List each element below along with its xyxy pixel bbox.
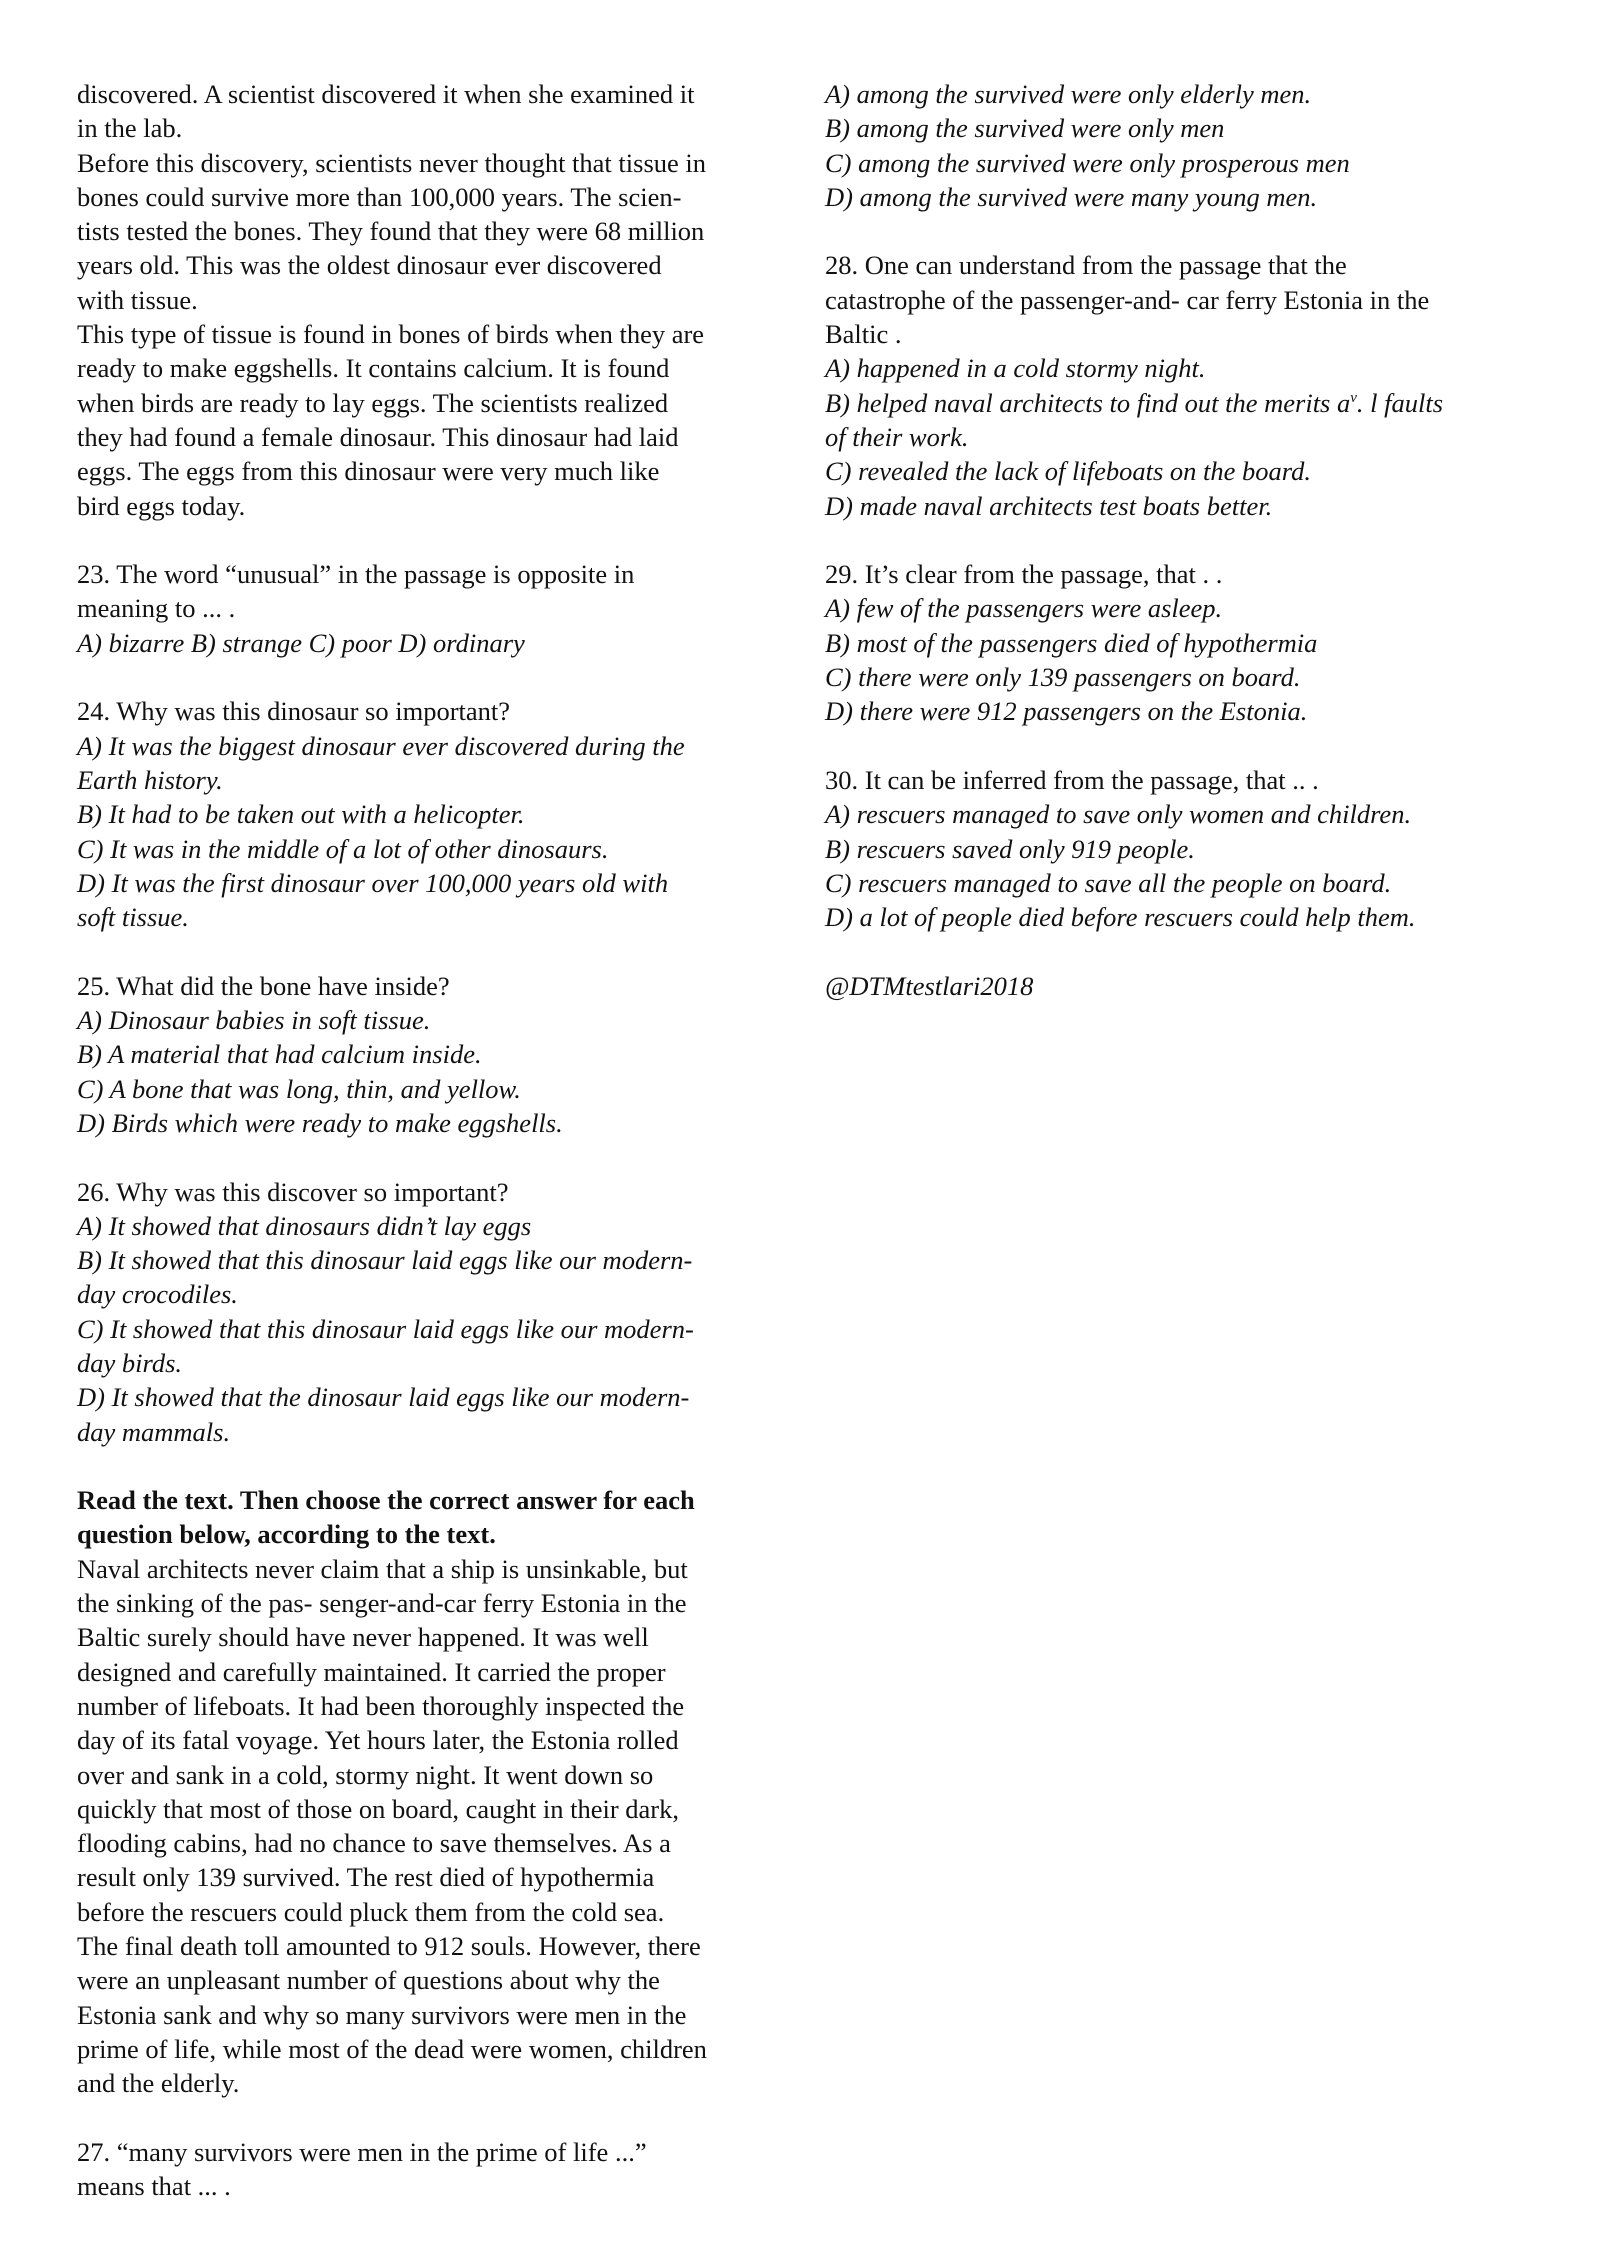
text-line: This type of tissue is found in bones of birds when they are <box>77 319 705 350</box>
left-column <box>77 77 792 2203</box>
text-line: bird eggs today. <box>77 490 246 521</box>
answer-option: B) It had to be taken out with a helicopter. <box>77 799 525 830</box>
answer-option: A) among the survived were only elderly men. <box>825 79 1312 109</box>
answer-option: C) It showed that this dinosaur laid eggs like our modern- <box>77 1313 694 1344</box>
answer-options: A) bizarre B) strange C) poor D) ordinary <box>77 627 525 658</box>
question-stem: 23. The word “unusual” in the passage is opposite in <box>77 559 635 590</box>
channel-handle: @DTMtestlari2018 <box>825 970 1034 1001</box>
question-stem: 24. Why was this dinosaur so important? <box>77 696 511 727</box>
answer-option: of their work. <box>825 421 969 452</box>
answer-option: D) made naval architects test boats better. <box>825 490 1273 521</box>
answer-option: day birds. <box>77 1347 183 1378</box>
answer-option: C) A bone that was long, thin, and yellow. <box>77 1073 521 1104</box>
text-line: day of its fatal voyage. Yet hours later, the Estonia rolled <box>77 1725 679 1756</box>
text-line: before the rescuers could pluck them from the cold sea. <box>77 1896 665 1927</box>
text-line: with tissue. <box>77 284 198 315</box>
answer-option: A) happened in a cold stormy night. <box>825 353 1206 384</box>
text-line: when birds are ready to lay eggs. The scientists realized <box>77 387 669 418</box>
answer-option: A) few of the passengers were asleep. <box>825 593 1223 624</box>
answer-option: D) Birds which were ready to make eggshells. <box>77 1107 563 1138</box>
option-text: . l faults <box>1356 387 1444 418</box>
answer-option: B) rescuers saved only 919 people. <box>825 833 1195 864</box>
answer-option: A) It showed that dinosaurs didn’t lay eggs <box>77 1210 532 1241</box>
instruction-heading: Read the text. Then choose the correct answer for each <box>77 1485 695 1516</box>
answer-option: C) rescuers managed to save all the people on board. <box>825 867 1392 898</box>
text-line: in the lab. <box>77 113 183 144</box>
question-30 <box>825 763 1545 934</box>
text-line: number of lifeboats. It had been thoroughly inspected the <box>77 1690 685 1721</box>
text-line: designed and carefully maintained. It carried the proper <box>77 1656 666 1687</box>
question-24 <box>77 694 792 934</box>
text-line: they had found a female dinosaur. This dinosaur had laid <box>77 421 679 452</box>
text-line: result only 139 survived. The rest died of hypothermia <box>77 1862 655 1893</box>
text-line: Naval architects never claim that a ship is unsinkable, but <box>77 1553 688 1584</box>
question-stem: catastrophe of the passenger-and- car ferry Estonia in the <box>825 284 1430 315</box>
option-text: B) helped naval architects to find out the merits a <box>825 387 1351 418</box>
superscript-artifact: v <box>1350 389 1357 406</box>
question-28 <box>825 248 1545 522</box>
question-27-options <box>825 77 1545 214</box>
answer-option: day mammals. <box>77 1416 231 1447</box>
question-27-stem <box>77 2135 792 2204</box>
text-line: eggs. The eggs from this dinosaur were very much like <box>77 456 660 487</box>
question-26 <box>77 1175 792 1449</box>
question-stem: means that ... . <box>77 2171 231 2202</box>
answer-option: B) A material that had calcium inside. <box>77 1039 482 1070</box>
answer-option: D) among the survived were many young men. <box>825 181 1318 212</box>
answer-option: C) revealed the lack of lifeboats on the board. <box>825 456 1311 487</box>
text-line: Baltic surely should have never happened. It was well <box>77 1622 649 1653</box>
answer-option: C) there were only 139 passengers on board. <box>825 662 1301 693</box>
question-stem: Baltic . <box>825 319 902 350</box>
text-line: quickly that most of those on board, caught in their dark, <box>77 1793 680 1824</box>
text-line: The final death toll amounted to 912 souls. However, there <box>77 1931 701 1962</box>
answer-option: B) among the survived were only men <box>825 113 1225 144</box>
answer-option: D) It showed that the dinosaur laid eggs like our modern- <box>77 1382 690 1413</box>
answer-option <box>825 386 1545 420</box>
answer-option: C) among the survived were only prosperous men <box>825 147 1350 178</box>
answer-option: Earth history. <box>77 764 223 795</box>
answer-option: A) Dinosaur babies in soft tissue. <box>77 1005 431 1036</box>
answer-option: A) rescuers managed to save only women and children. <box>825 799 1412 830</box>
reading-section <box>77 1483 792 2100</box>
text-line: ready to make eggshells. It contains calcium. It is found <box>77 353 670 384</box>
footer-handle <box>825 969 1545 1003</box>
instruction-heading: question below, according to the text. <box>77 1519 496 1550</box>
question-29 <box>825 557 1545 728</box>
question-stem: 30. It can be inferred from the passage, that .. . <box>825 764 1319 795</box>
question-stem: 28. One can understand from the passage that the <box>825 250 1347 281</box>
question-23 <box>77 557 792 660</box>
answer-option: B) most of the passengers died of hypothermia <box>825 627 1318 658</box>
question-25 <box>77 969 792 1140</box>
answer-option: D) It was the first dinosaur over 100,000 years old with <box>77 867 669 898</box>
text-line: tists tested the bones. They found that they were 68 million <box>77 216 705 247</box>
question-stem: 26. Why was this discover so important? <box>77 1176 509 1207</box>
text-line: and the elderly. <box>77 2068 240 2099</box>
text-line: discovered. A scientist discovered it when she examined it <box>77 79 695 109</box>
text-line: years old. This was the oldest dinosaur ever discovered <box>77 250 662 281</box>
text-line: over and sank in a cold, stormy night. It went down so <box>77 1759 654 1790</box>
text-line: prime of life, while most of the dead were women, children <box>77 2033 707 2064</box>
answer-option: soft tissue. <box>77 902 189 933</box>
question-stem: 27. “many survivors were men in the prime of life ...” <box>77 2136 647 2167</box>
answer-option: C) It was in the middle of a lot of other dinosaurs. <box>77 833 609 864</box>
question-stem: 25. What did the bone have inside? <box>77 970 450 1001</box>
answer-option: day crocodiles. <box>77 1279 238 1310</box>
answer-option: A) It was the biggest dinosaur ever discovered during the <box>77 730 685 761</box>
answer-option: B) It showed that this dinosaur laid eggs like our modern- <box>77 1245 693 1276</box>
text-line: Before this discovery, scientists never thought that tissue in <box>77 147 707 178</box>
text-line: flooding cabins, had no chance to save themselves. As a <box>77 1828 671 1859</box>
answer-option: D) there were 912 passengers on the Estonia. <box>825 696 1308 727</box>
text-line: bones could survive more than 100,000 years. The scien- <box>77 181 682 212</box>
text-line: the sinking of the pas- senger-and-car ferry Estonia in the <box>77 1588 687 1619</box>
text-line: were an unpleasant number of questions about why the <box>77 1965 660 1996</box>
text-line: Estonia sank and why so many survivors were men in the <box>77 1999 687 2030</box>
question-stem: meaning to ... . <box>77 593 236 624</box>
answer-option: D) a lot of people died before rescuers could help them. <box>825 902 1416 933</box>
right-column <box>825 77 1545 1003</box>
passage1-continuation <box>77 77 792 523</box>
question-stem: 29. It’s clear from the passage, that . . <box>825 559 1223 590</box>
